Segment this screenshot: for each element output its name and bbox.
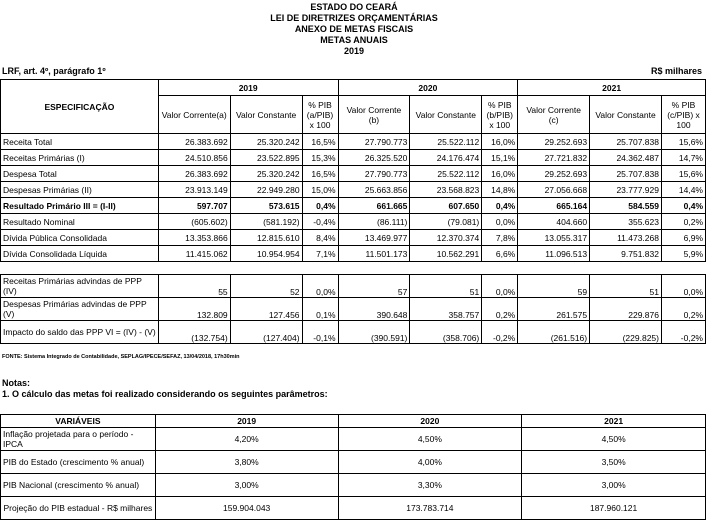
param-value: 159.904.043 <box>155 497 338 520</box>
param-value: 4,20% <box>155 428 338 451</box>
table-row <box>1 275 706 298</box>
row-label: Resultado Primário III = (I-II) <box>1 198 159 214</box>
table-cell: 22.949.280 <box>230 182 302 198</box>
table-cell: 355.623 <box>590 214 662 230</box>
table-cell: 27.790.773 <box>338 134 410 150</box>
table-cell: (79.081) <box>410 214 482 230</box>
table-row <box>1 134 706 150</box>
param-value: 187.960.121 <box>522 497 706 520</box>
param-value: 3,80% <box>155 451 338 474</box>
table-cell: 0,2% <box>661 298 705 321</box>
row-label: Despesas Primárias (II) <box>1 182 159 198</box>
table-cell: 25.522.112 <box>410 166 482 182</box>
table-cell: 27.056.668 <box>518 182 590 198</box>
table-cell: 15,1% <box>482 150 518 166</box>
param-label: PIB Nacional (crescimento % anual) <box>1 474 156 497</box>
table-cell: 8,4% <box>302 230 338 246</box>
table-cell: 15,3% <box>302 150 338 166</box>
param-row <box>1 451 706 474</box>
table-row <box>1 166 706 182</box>
row-label: Dívida Consolidada Líquida <box>1 246 159 262</box>
table-cell: 0,4% <box>482 198 518 214</box>
param-value: 3,00% <box>522 474 706 497</box>
table-cell: 7,8% <box>482 230 518 246</box>
table-cell: 13.353.866 <box>158 230 230 246</box>
table-cell: 25.320.242 <box>230 166 302 182</box>
param-value: 3,00% <box>155 474 338 497</box>
table-cell: 14,7% <box>661 150 705 166</box>
param-header: 2019 <box>155 415 338 428</box>
param-header: 2020 <box>338 415 522 428</box>
row-label: Dívida Pública Consolidada <box>1 230 159 246</box>
param-header: VARIÁVEIS <box>1 415 156 428</box>
table-cell: 127.456 <box>230 298 302 321</box>
param-header: 2021 <box>522 415 706 428</box>
table-cell: 0,2% <box>482 298 518 321</box>
table-row <box>1 214 706 230</box>
table-cell: 573.615 <box>230 198 302 214</box>
column-subheader: % PIB (a/PIB) x 100 <box>302 96 338 134</box>
table-cell: 11.096.513 <box>518 246 590 262</box>
table-cell: 358.757 <box>410 298 482 321</box>
table-cell: 27.721.832 <box>518 150 590 166</box>
param-value: 4,00% <box>338 451 522 474</box>
table-cell: 24.176.474 <box>410 150 482 166</box>
table-cell: 0,0% <box>661 275 705 298</box>
law-title: LEI DE DIRETRIZES ORÇAMENTÁRIAS <box>270 13 438 23</box>
table-cell: 15,0% <box>302 182 338 198</box>
table-cell: -0,1% <box>302 321 338 344</box>
table-cell: 6,6% <box>482 246 518 262</box>
table-cell: 661.665 <box>338 198 410 214</box>
table-cell: (132.754) <box>158 321 230 344</box>
metas-table <box>0 79 706 344</box>
parameters-table <box>0 414 706 520</box>
column-subheader: Valor Corrente(a) <box>158 96 230 134</box>
table-cell: (261.516) <box>518 321 590 344</box>
table-cell: 14,8% <box>482 182 518 198</box>
param-value: 173.783.714 <box>338 497 522 520</box>
column-subheader: % PIB (c/PIB) x 100 <box>661 96 705 134</box>
table-cell: 25.320.242 <box>230 134 302 150</box>
table-cell: 14,4% <box>661 182 705 198</box>
row-label: Receitas Primárias advindas de PPP (IV) <box>1 275 159 298</box>
param-row <box>1 428 706 451</box>
year-title: 2019 <box>343 46 365 56</box>
annex-title: ANEXO DE METAS FISCAIS <box>294 24 414 34</box>
table-cell: 6,9% <box>661 230 705 246</box>
param-value: 4,50% <box>522 428 706 451</box>
table-cell: 24.362.487 <box>590 150 662 166</box>
param-value: 3,50% <box>522 451 706 474</box>
table-cell: 15,6% <box>661 134 705 150</box>
spec-header: ESPECIFICAÇÃO <box>1 80 159 134</box>
table-cell: 23.913.149 <box>158 182 230 198</box>
table-cell: 55 <box>158 275 230 298</box>
table-cell: -0,2% <box>661 321 705 344</box>
table-cell: 584.559 <box>590 198 662 214</box>
column-subheader: Valor Constante <box>590 96 662 134</box>
table-cell: 11.473.268 <box>590 230 662 246</box>
table-cell: (229.825) <box>590 321 662 344</box>
table-cell: 12.815.610 <box>230 230 302 246</box>
column-subheader: Valor Constante <box>230 96 302 134</box>
table-cell: (358.706) <box>410 321 482 344</box>
row-label: Despesas Primárias advindas de PPP (V) <box>1 298 159 321</box>
param-row <box>1 474 706 497</box>
unit-label: R$ milhares <box>650 66 702 76</box>
table-cell: 0,4% <box>661 198 705 214</box>
table-row <box>1 182 706 198</box>
row-label: Receita Total <box>1 134 159 150</box>
column-subheader: Valor Corrente (b) <box>338 96 410 134</box>
column-subheader: Valor Constante <box>410 96 482 134</box>
source-note: FONTE: Sistema Integrado de Contabilidade, SEPLAG/IPECE/SEFAZ, 13/04/2018, 17h30min <box>2 354 240 360</box>
table-cell: 10.562.291 <box>410 246 482 262</box>
table-row <box>1 298 706 321</box>
lrf-reference: LRF, art. 4º, parágrafo 1º <box>2 66 106 76</box>
table-cell: (86.111) <box>338 214 410 230</box>
table-cell: 0,0% <box>482 275 518 298</box>
table-cell: 51 <box>590 275 662 298</box>
table-cell: 16,5% <box>302 166 338 182</box>
table-cell: (390.591) <box>338 321 410 344</box>
table-cell: 11.415.062 <box>158 246 230 262</box>
table-cell: 597.707 <box>158 198 230 214</box>
table-cell: 7,1% <box>302 246 338 262</box>
notes <box>2 378 328 400</box>
notes-title: Notas: <box>2 378 31 388</box>
table-cell: 665.164 <box>518 198 590 214</box>
row-label: Impacto do saldo das PPP VI = (IV) - (V) <box>1 321 159 344</box>
table-row <box>1 150 706 166</box>
table-cell: 25.707.838 <box>590 134 662 150</box>
table-cell: 26.383.692 <box>158 134 230 150</box>
table-cell: 23.522.895 <box>230 150 302 166</box>
row-label: Despesa Total <box>1 166 159 182</box>
table-cell: 0,2% <box>661 214 705 230</box>
table-cell: 12.370.374 <box>410 230 482 246</box>
table-cell: 24.510.856 <box>158 150 230 166</box>
table-cell: 23.568.823 <box>410 182 482 198</box>
table-cell: 59 <box>518 275 590 298</box>
table-cell: (127.404) <box>230 321 302 344</box>
table-cell: 15,6% <box>661 166 705 182</box>
table-cell: 16,5% <box>302 134 338 150</box>
table-cell: 52 <box>230 275 302 298</box>
table-cell: 13.469.977 <box>338 230 410 246</box>
table-cell: 11.501.173 <box>338 246 410 262</box>
table-cell: 0,0% <box>482 214 518 230</box>
table-cell: 29.252.693 <box>518 134 590 150</box>
table-cell: 9.751.832 <box>590 246 662 262</box>
table-cell: 25.522.112 <box>410 134 482 150</box>
table-row <box>1 321 706 344</box>
table-cell: 390.648 <box>338 298 410 321</box>
row-label: Receitas Primárias (I) <box>1 150 159 166</box>
table-cell: 23.777.929 <box>590 182 662 198</box>
table-cell: 5,9% <box>661 246 705 262</box>
table-cell: -0,4% <box>302 214 338 230</box>
table-cell: 16,0% <box>482 166 518 182</box>
table-cell: 0,4% <box>302 198 338 214</box>
table-cell: 57 <box>338 275 410 298</box>
table-cell: 132.809 <box>158 298 230 321</box>
table-cell: 607.650 <box>410 198 482 214</box>
table-cell: 404.660 <box>518 214 590 230</box>
table-row <box>1 198 706 214</box>
table-cell: (605.602) <box>158 214 230 230</box>
param-value: 3,30% <box>338 474 522 497</box>
table-cell: 26.383.692 <box>158 166 230 182</box>
year-header: 2021 <box>518 80 706 96</box>
param-value: 4,50% <box>338 428 522 451</box>
table-cell: 25.663.856 <box>338 182 410 198</box>
notes-item: 1. O cálculo das metas foi realizado considerando os seguintes parâmetros: <box>2 389 328 399</box>
table-row <box>1 246 706 262</box>
param-label: Inflação projetada para o período - IPCA <box>1 428 156 451</box>
param-label: PIB do Estado (crescimento % anual) <box>1 451 156 474</box>
table-row <box>1 230 706 246</box>
column-subheader: % PIB (b/PIB) x 100 <box>482 96 518 134</box>
table-cell: -0,2% <box>482 321 518 344</box>
table-cell: 27.790.773 <box>338 166 410 182</box>
param-row <box>1 497 706 520</box>
table-cell: (581.192) <box>230 214 302 230</box>
table-cell: 10.954.954 <box>230 246 302 262</box>
table-cell: 26.325.520 <box>338 150 410 166</box>
table-cell: 25.707.838 <box>590 166 662 182</box>
table-cell: 51 <box>410 275 482 298</box>
table-cell: 29.252.693 <box>518 166 590 182</box>
table-cell: 0,0% <box>302 275 338 298</box>
table-cell: 0,1% <box>302 298 338 321</box>
column-subheader: Valor Corrente (c) <box>518 96 590 134</box>
table-cell: 13.055.317 <box>518 230 590 246</box>
param-label: Projeção do PIB estadual - R$ milhares <box>1 497 156 520</box>
table-cell: 229.876 <box>590 298 662 321</box>
table-cell: 16,0% <box>482 134 518 150</box>
table-cell: 261.575 <box>518 298 590 321</box>
row-label: Resultado Nominal <box>1 214 159 230</box>
state-title: ESTADO DO CEARÁ <box>310 2 398 12</box>
year-header: 2020 <box>338 80 518 96</box>
year-header: 2019 <box>158 80 338 96</box>
section-title: METAS ANUAIS <box>320 35 388 45</box>
